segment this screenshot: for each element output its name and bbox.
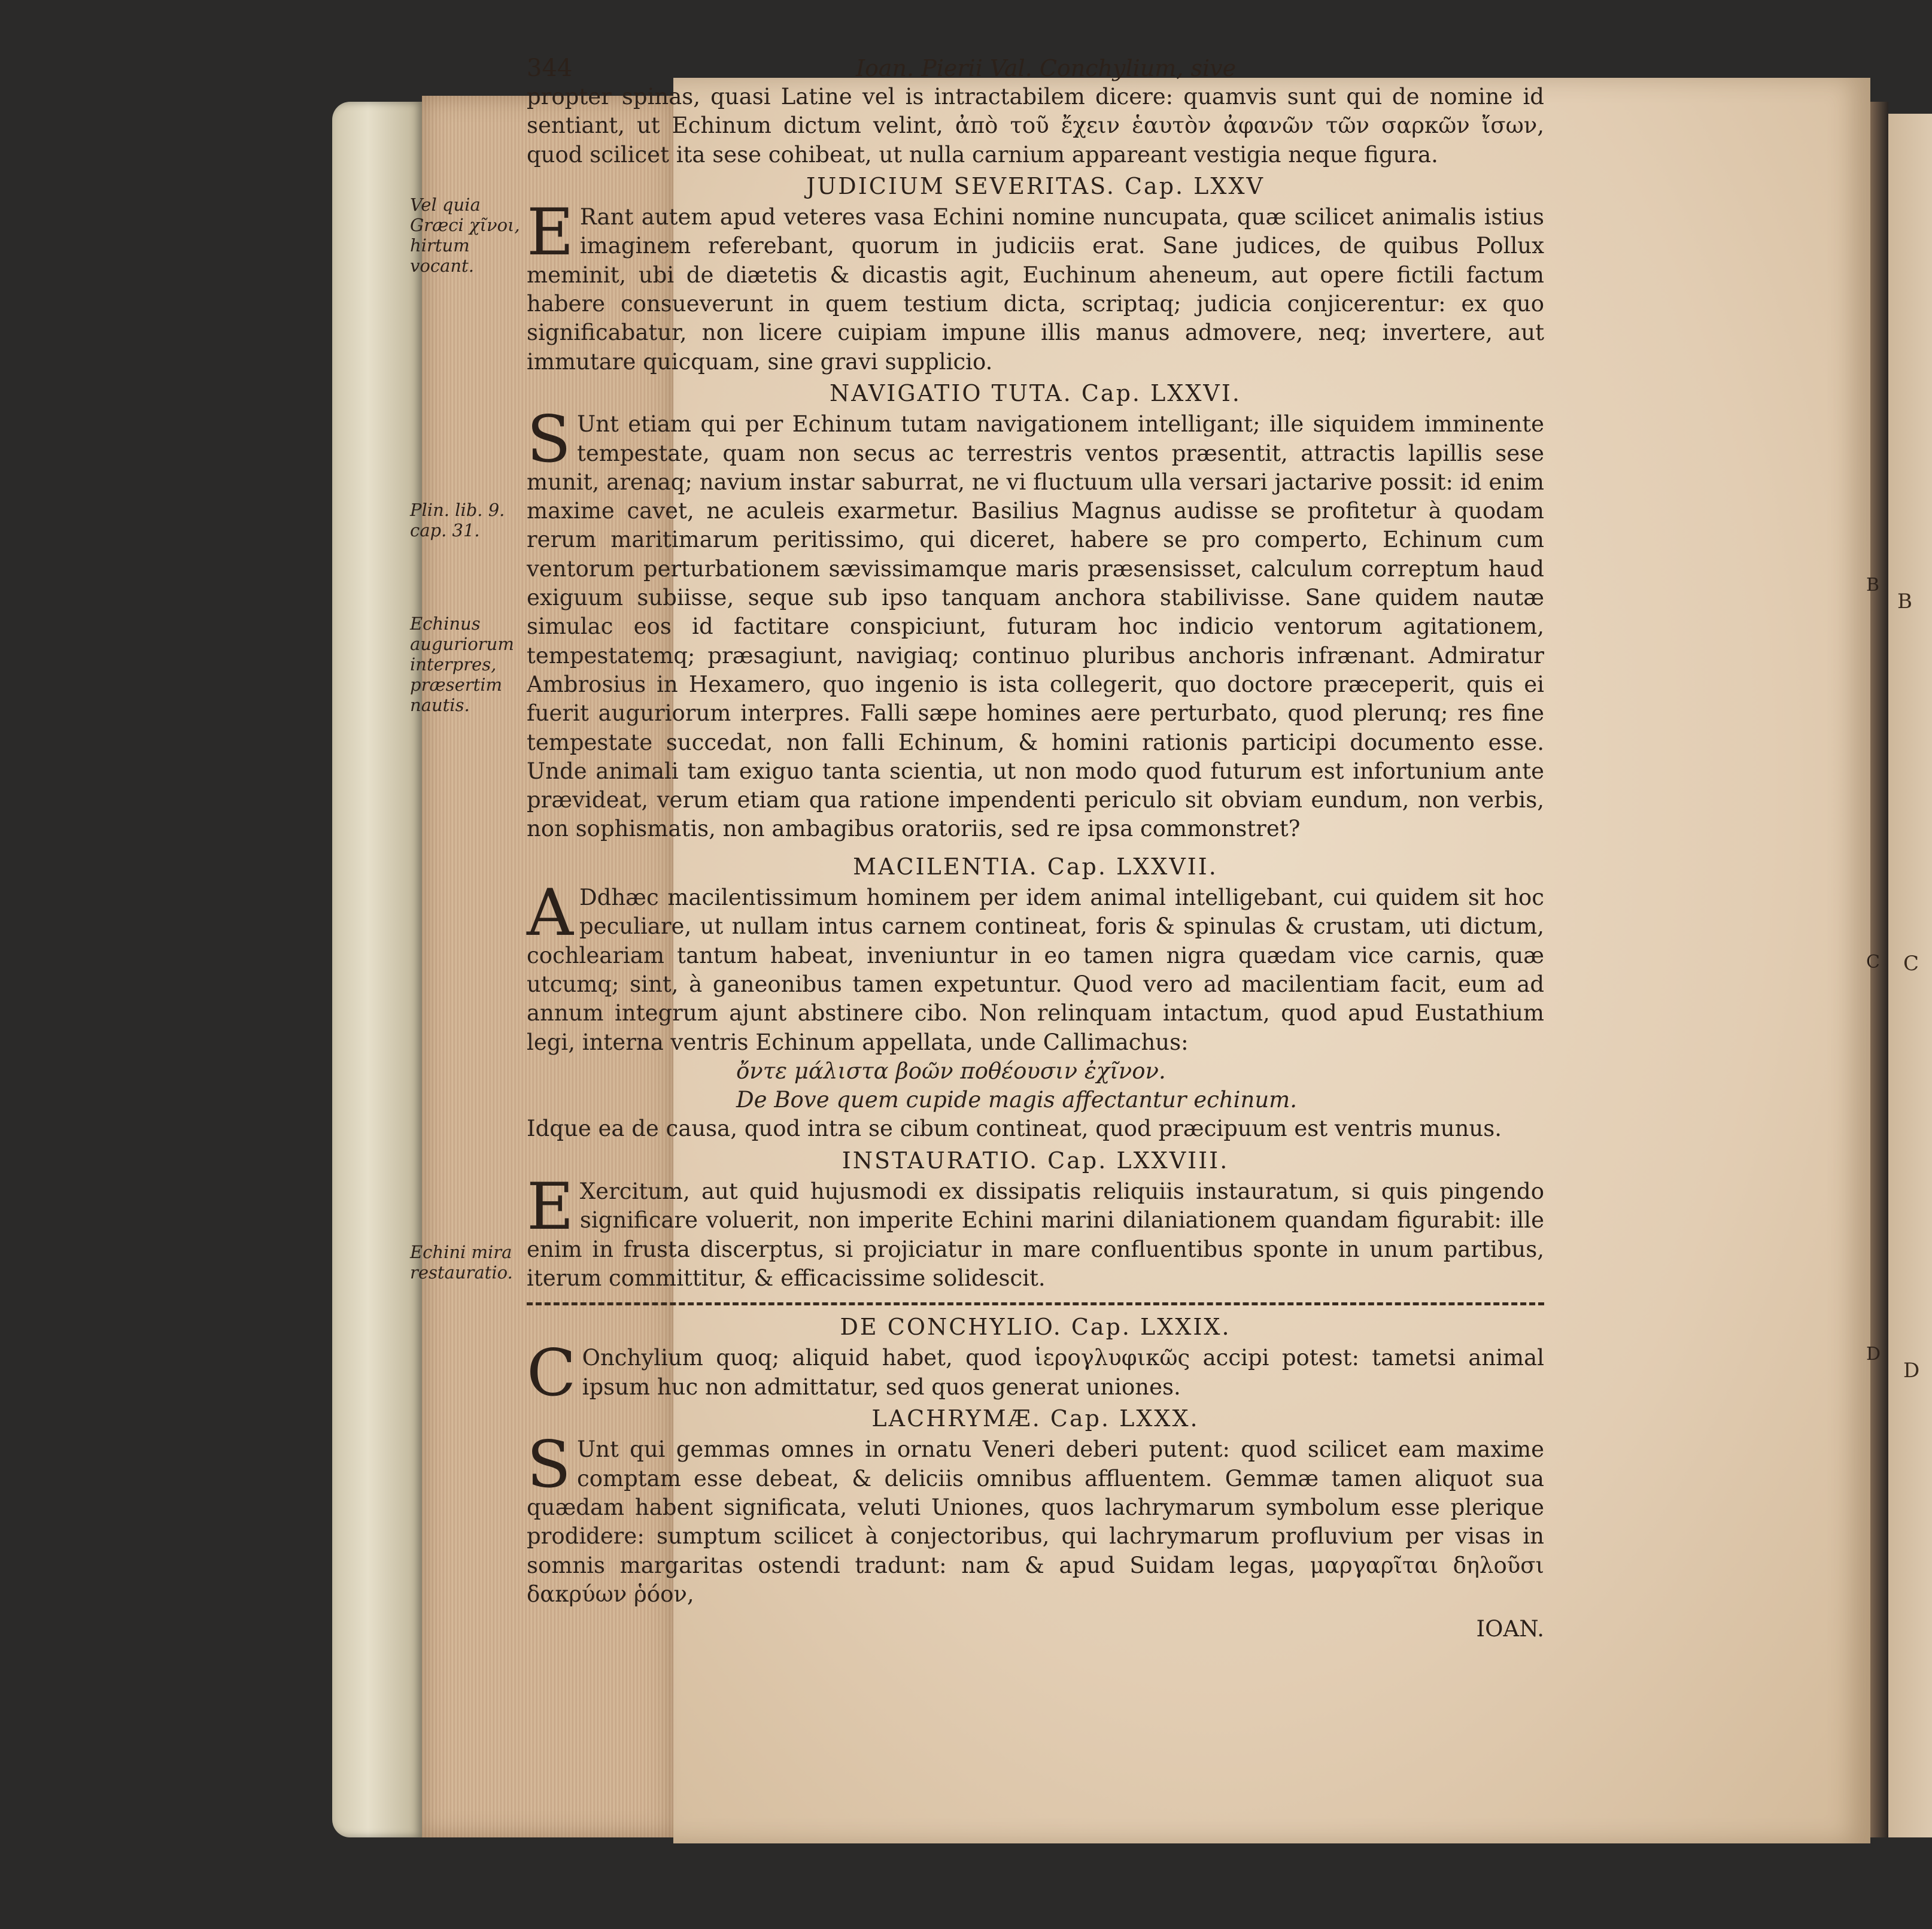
page-header [527,54,1544,83]
right-page-edge [1888,114,1932,1837]
catchword: IOAN. [1476,1616,1544,1642]
margin-letter-d: D [1866,1344,1881,1365]
section-title: INSTAURATIO. Cap. LXXVIII. [842,1147,1229,1174]
drop-initial: C [527,1336,576,1411]
latin-verse: De Bove quem cupide magis affectantur echinum. [736,1087,1298,1113]
page-text [527,54,1544,1644]
section-paragraph: A Ddhæc macilentissimum hominem per idem animal intelligebant, cui quidem sit hoc peculiare, ut nullam intus carnem contineat, foris & spinulas & crustam, uti dictum, cochleariam tantum habeat, inveniuntur in eo tamen nigra quædam vice carnis, quæ utcumq; sint, à ganeonibus tamen expetuntur. Quod vero ad macilentiam facit, eum ad annum integrum ajunt abstinere cibo. Non relinquam intactum, quod apud Eustathium legi, interna ventris Echinum appellata, unde Callimachus: [527,876,1544,1055]
section-paragraph: C Onchylium quoq; aliquid habet, quod ἱερογλυφικῶς accipi potest: tametsi animal ipsum huc non admittatur, sed quos generat uniones. [527,1336,1544,1411]
margin-letter-c: C [1866,952,1880,973]
next-page-letter-d: D [1903,1359,1920,1383]
margin-note: Echinus auguriorum interpres, præsertim nautis. [410,613,514,715]
section-paragraph-end: Idque ea de causa, quod intra se cibum contineat, quod præcipuum est ventris munus. [527,1116,1502,1142]
divider-rule [527,1302,1544,1305]
next-page-letter-b: B [1897,590,1912,613]
drop-initial: E [527,1169,574,1244]
margin-note: Plin. lib. 9. cap. 31. [410,500,505,540]
drop-initial: S [527,1427,571,1503]
margin-note: Vel quia Græci χῖνοι, hirtum vocant. [410,195,520,276]
next-page-letter-c: C [1903,952,1919,976]
intro-paragraph: propter spinas, quasi Latine vel is intractabilem dicere: quamvis sunt qui de nomine id sentiant, ut Echinum dictum velint, ἀπὸ τοῦ ἔχειν ἑαυτὸν ἀφανῶν τῶν σαρκῶν ἴσων, quod scilicet ita sese cohibeat, ut nulla carnium appareant vestigia neque figura. [527,84,1544,168]
margin-note: Echini mira restauratio. [410,1242,513,1283]
drop-initial: A [527,876,573,951]
section-title: DE CONCHYLIO. Cap. LXXIX. [840,1314,1231,1341]
section-title: JUDICIUM SEVERITAS. Cap. LXXV [806,172,1265,199]
section-paragraph: E Rant autem apud veteres vasa Echini nomine nuncupata, quæ scilicet animalis istius imaginem referebant, quorum in judiciis erat. Sane judices, de quibus Pollux meminit, ubi de diætetis & dicastis agit, Euchinum aheneum, aut opere fictili factum habere consueverunt in quem testium dicta, scriptaq; judicia conjicerentur: ex quo significabatur, non licere cuipiam impune illis manus admovere, neq; invertere, aut immutare quicquam, sine gravi supplicio. [527,195,1544,375]
section-paragraph: E Xercitum, aut quid hujusmodi ex dissipatis reliquiis instauratum, si quis pingendo significare voluerit, non imperite Echini marini dilaniationem quandam figurabit: ille enim in frusta discerptus, si projiciatur in mare confluentibus sponte in unum partibus, iterum committitur, & efficacissime solidescit. [527,1169,1544,1291]
drop-initial: S [527,402,571,478]
greek-verse: ὄντε μάλιστα βοῶν ποθέουσιν ἐχῖνον. [736,1058,1166,1084]
section-paragraph: S Unt etiam qui per Echinum tutam navigationem intelligant; ille siquidem imminente tempestate, quam non secus ac terrestris ventos præsentit, attractis lapillis sese munit, arenaq; navium instar saburrat, ne vi fluctuum ulla versari jactarive possit: id enim maxime cavet, ne aculeis exarmetur. Basilius Magnus audisse se profitetur à quodam rerum maritimarum peritissimo, qui diceret, habere se pro comperto, Echinum cum ventorum perturbationem sævissimamque maris præsensisset, calculum correptum haud exiguum subiisse, seque sub ipso tanquam anchora stabilivisse. Sane quidem nautæ simulac eos id factitare conspiciunt, futuram hoc indicio ventorum agitationem, tempestatemq; præsagiunt, navigiaq; continuo pluribus anchoris infrænant. Admiratur Ambrosius in Hexamero, quo ingenio is ista collegerit, quo doctore præceperit, quis ei fuerit auguriorum interpres. Falli sæpe homines aere perturbato, quod plerunq; res fine tempestate succedat, non falli Echinum, & homini rationis participi documento esse. Unde animali tam exiguo tanta scientia, ut non modo quod futurum est infortunium ante prævideat, verum etiam qua ratione impendenti periculo sit obviam eundum, non verbis, non sophismatis, non ambagibus oratoriis, sed re ipsa commonstret? [527,402,1544,842]
section-title: MACILENTIA. Cap. LXXVII. [853,853,1218,880]
page-number: 344 [527,54,573,82]
running-title: Ioan. Pierii Val. Conchylium, sive [856,55,1237,81]
section-title: LACHRYMÆ. Cap. LXXX. [871,1405,1199,1432]
section-title: NAVIGATIO TUTA. Cap. LXXVI. [830,379,1241,406]
section-paragraph: S Unt qui gemmas omnes in ornatu Veneri deberi putent: quod scilicet eam maxime comptam esse debeat, & deliciis omnibus affluentem. Gemmæ tamen aliquot sua quædam habent significata, veluti Uniones, quos lachrymarum symbolum esse plerique prodidere: sumptum scilicet à conjectoribus, qui lachrymarum profluvium per visas in somnis margaritas ostendi tradunt: nam & apud Suidam legas, μαργαρῖται δηλοῦσι δακρύων ῥόον, [527,1427,1544,1607]
drop-initial: E [527,195,574,271]
margin-letter-b: B [1866,575,1880,596]
vellum-cover-edge [332,102,422,1837]
